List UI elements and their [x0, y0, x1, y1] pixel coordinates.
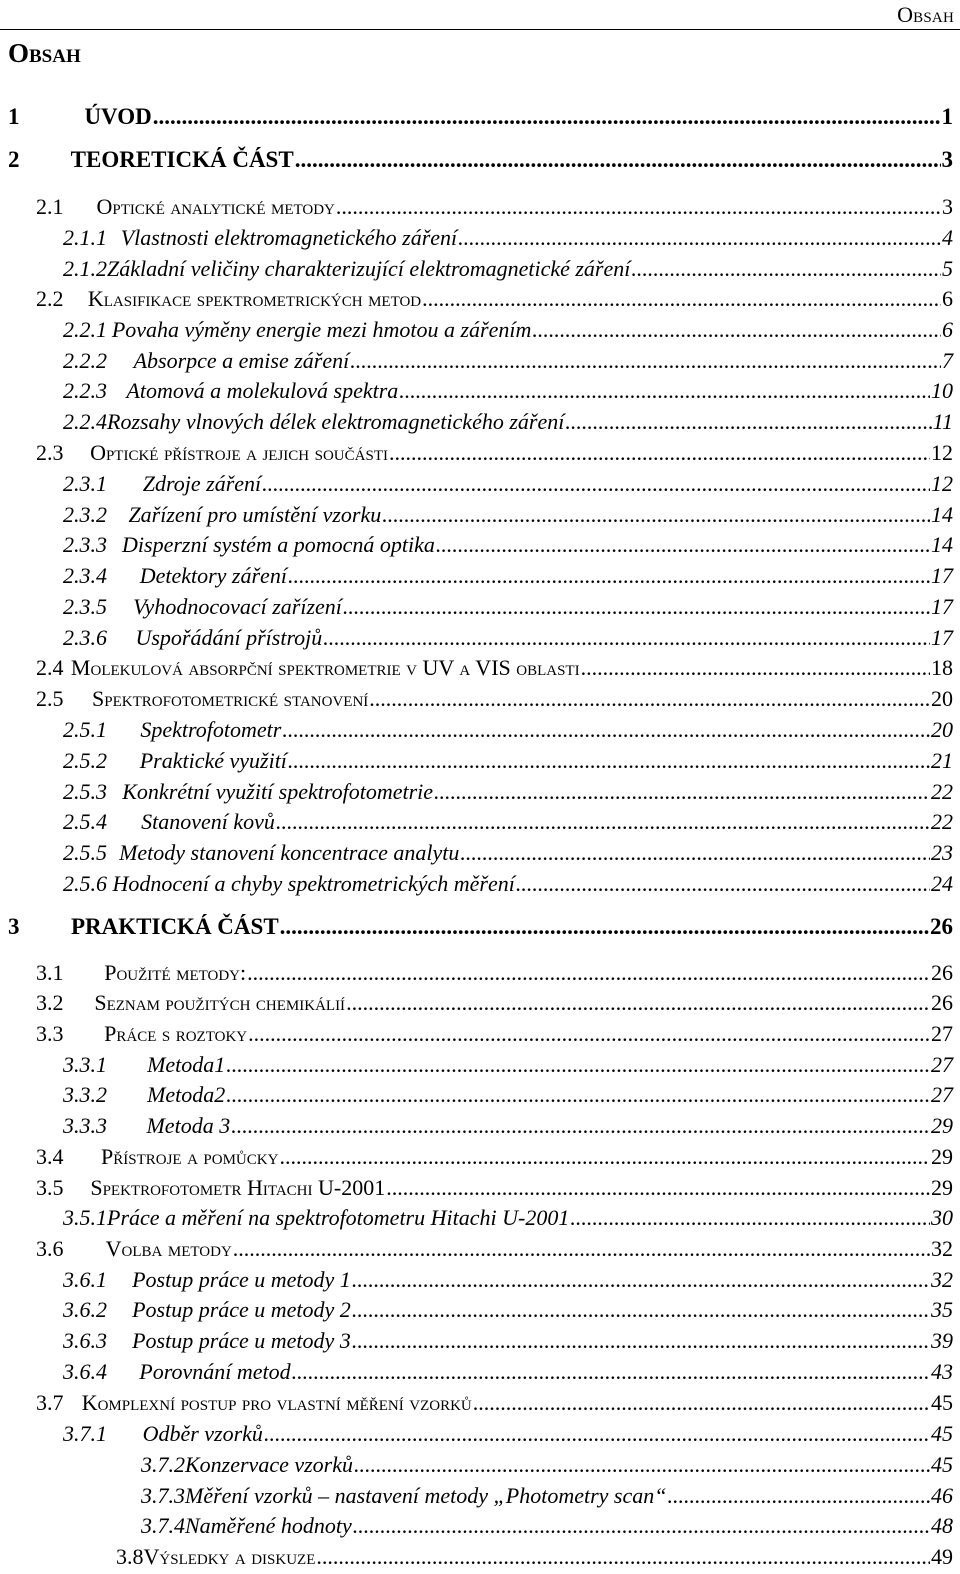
- toc-page-number: 24: [931, 871, 953, 896]
- toc-entry[interactable]: [36, 686, 953, 716]
- toc-title: Metoda 3: [146, 1113, 231, 1138]
- dot-leader: [422, 286, 941, 312]
- toc-title: Konkrétní využití spektrofotometrie: [122, 779, 434, 804]
- toc-number: 1: [8, 104, 20, 129]
- dot-leader: [352, 1267, 930, 1293]
- dot-leader: [369, 686, 930, 712]
- dot-leader: [354, 1452, 930, 1478]
- dot-leader: [288, 563, 930, 589]
- toc-entry[interactable]: [63, 1297, 953, 1327]
- dot-leader: [231, 1113, 930, 1139]
- toc-page-number: 6: [942, 317, 953, 342]
- toc-page-number: 32: [931, 1236, 953, 1261]
- toc-page-number: 27: [931, 1052, 953, 1077]
- toc-number: 2.5.3: [63, 779, 107, 804]
- toc-page-number: 10: [931, 378, 953, 403]
- toc-page-number: 14: [931, 532, 953, 557]
- toc-page-number: 17: [931, 563, 953, 588]
- dot-leader: [399, 378, 930, 404]
- dot-leader: [279, 1144, 930, 1170]
- toc-title: Postup práce u metody 3: [132, 1328, 351, 1353]
- toc-number: 3.1: [36, 960, 64, 985]
- toc-title: Disperzní systém a pomocná optika: [122, 532, 435, 557]
- dot-leader: [316, 1544, 930, 1570]
- toc-page-number: 23: [931, 840, 953, 865]
- toc-entry[interactable]: [8, 104, 953, 134]
- toc-page-number: 35: [931, 1297, 953, 1322]
- dot-leader: [352, 1297, 930, 1323]
- toc-entry[interactable]: [8, 147, 953, 177]
- toc-title: PRAKTICKÁ ČÁST: [71, 914, 279, 939]
- dot-leader: [436, 532, 930, 558]
- dot-leader: [565, 409, 931, 435]
- toc-number: 2.1.2: [63, 256, 107, 281]
- toc-number: 2.3.3: [63, 532, 107, 557]
- toc-entry[interactable]: [116, 1544, 953, 1574]
- toc-title: Volba metody: [105, 1236, 232, 1261]
- dot-leader: [248, 1021, 930, 1047]
- toc-page-number: 17: [931, 625, 953, 650]
- toc-page-number: 17: [931, 594, 953, 619]
- toc-page-number: 26: [931, 960, 953, 985]
- toc-title: Spektrofotometr: [140, 717, 282, 742]
- toc-number: 3.8: [116, 1544, 144, 1569]
- toc-page-number: 1: [941, 104, 953, 129]
- toc-title: Postup práce u metody 1: [132, 1267, 351, 1292]
- toc-entry[interactable]: [36, 1144, 953, 1174]
- toc-number: 3.7.2: [141, 1452, 185, 1477]
- dot-leader: [350, 348, 941, 374]
- toc-entry[interactable]: [63, 840, 953, 870]
- toc-page-number: 11: [932, 409, 953, 434]
- toc-title: Povaha výměny energie mezi hmotou a zářením: [111, 317, 532, 342]
- toc-entry[interactable]: [63, 594, 953, 624]
- toc-entry[interactable]: [63, 563, 953, 593]
- toc-title: Měření vzorků – nastavení metody „Photometry scan“: [185, 1483, 667, 1508]
- toc-title: Rozsahy vlnových délek elektromagnetického záření: [107, 409, 565, 434]
- toc-number: 3.3.3: [63, 1113, 107, 1138]
- toc-entry[interactable]: [63, 1267, 953, 1297]
- toc-title: Klasifikace spektrometrických metod: [87, 286, 422, 311]
- toc-entry[interactable]: [63, 1082, 953, 1112]
- toc-title: Přístroje a pomůcky: [101, 1144, 279, 1169]
- toc-number: 2.3.6: [63, 625, 107, 650]
- toc-page-number: 20: [931, 717, 953, 742]
- dot-leader: [226, 1052, 930, 1078]
- toc-title: TEORETICKÁ ČÁST: [70, 147, 294, 172]
- dot-leader: [473, 1390, 930, 1416]
- toc-entry[interactable]: [36, 990, 953, 1020]
- toc-page-number: 3: [941, 147, 953, 172]
- toc-entry[interactable]: [63, 348, 953, 378]
- toc-number: 3.2: [36, 990, 64, 1015]
- dot-leader: [570, 1205, 930, 1231]
- toc-title: Spektrofotometr Hitachi U-2001: [90, 1175, 386, 1200]
- toc-page-number: 48: [931, 1513, 953, 1538]
- toc-entry[interactable]: [63, 225, 953, 255]
- toc-title: Zařízení pro umístění vzorku: [128, 502, 382, 527]
- toc-title: Odběr vzorků: [142, 1421, 263, 1446]
- toc-number: 3.5.1: [63, 1205, 107, 1230]
- toc-page-number: 43: [931, 1359, 953, 1384]
- toc-number: 3.3: [36, 1021, 64, 1046]
- toc-page-number: 39: [931, 1328, 953, 1353]
- toc-page-number: 27: [931, 1082, 953, 1107]
- toc-page-number: 29: [931, 1175, 953, 1200]
- toc-number: 3.6.3: [63, 1328, 107, 1353]
- toc-title: ÚVOD: [84, 104, 152, 129]
- toc-title: Konzervace vzorků: [185, 1452, 354, 1477]
- toc-title: Molekulová absorpční spektrometrie v UV a VIS oblasti: [70, 655, 580, 680]
- toc-entry[interactable]: [141, 1452, 953, 1482]
- toc-entry[interactable]: [63, 809, 953, 839]
- toc-number: 3.4: [36, 1144, 64, 1169]
- toc-entry[interactable]: [63, 717, 953, 747]
- toc-number: 2.5.4: [63, 809, 107, 834]
- toc-number: 3.3.1: [63, 1052, 107, 1077]
- dot-leader: [292, 1359, 930, 1385]
- toc-page-number: 32: [931, 1267, 953, 1292]
- toc-page-number: 3: [942, 194, 953, 219]
- toc-title: Optické přístroje a jejich součásti: [90, 440, 388, 465]
- toc-page-number: 12: [931, 440, 953, 465]
- toc-entry[interactable]: [63, 502, 953, 532]
- toc-number: 2.3: [36, 440, 64, 465]
- toc-entry[interactable]: [63, 256, 953, 286]
- toc-number: 3.7.1: [63, 1421, 107, 1446]
- toc-title: Detektory záření: [139, 563, 287, 588]
- toc-title: Použité metody:: [104, 960, 247, 985]
- dot-leader: [343, 594, 930, 620]
- toc-page-number: 22: [931, 809, 953, 834]
- toc-title: Spektrofotometrické stanovení: [92, 686, 369, 711]
- toc-number: 3.6.2: [63, 1297, 107, 1322]
- toc-title: Vlastnosti elektromagnetického záření: [120, 225, 458, 250]
- toc-title: Metody stanovení koncentrace analytu: [119, 840, 460, 865]
- dot-leader: [386, 1175, 930, 1201]
- toc-number: 3.6.1: [63, 1267, 107, 1292]
- toc-page-number: 6: [942, 286, 953, 311]
- toc-entry[interactable]: [8, 914, 953, 944]
- dot-leader: [382, 502, 930, 528]
- toc-page-number: 22: [931, 779, 953, 804]
- toc-entry[interactable]: [63, 779, 953, 809]
- toc-number: 2.1: [36, 194, 64, 219]
- toc-page-number: 27: [931, 1021, 953, 1046]
- dot-leader: [323, 625, 930, 651]
- dot-leader: [532, 317, 941, 343]
- toc-number: 2.4: [36, 655, 64, 680]
- dot-leader: [280, 914, 929, 940]
- toc-page-number: 49: [931, 1544, 953, 1569]
- toc-title: Metoda2: [147, 1082, 226, 1107]
- toc-page-number: 5: [942, 256, 953, 281]
- toc-page-number: 4: [942, 225, 953, 250]
- toc-title: Výsledky a diskuze: [143, 1544, 316, 1569]
- toc-number: 2.2.4: [63, 409, 107, 434]
- toc-entry[interactable]: [63, 532, 953, 562]
- toc-number: 2.3.2: [63, 502, 107, 527]
- toc-number: 3.6.4: [63, 1359, 107, 1384]
- dot-leader: [460, 840, 930, 866]
- toc-entry[interactable]: [63, 471, 953, 501]
- toc-number: 2.5.2: [63, 748, 107, 773]
- toc-number: 3.3.2: [63, 1082, 107, 1107]
- toc-title: Komplexní postup pro vlastní měření vzorků: [81, 1390, 472, 1415]
- toc-entry[interactable]: [36, 960, 953, 990]
- toc-number: 2.5.6: [63, 871, 107, 896]
- toc-title: Naměřené hodnoty: [185, 1513, 352, 1538]
- running-header: Obsah: [897, 2, 954, 27]
- toc-number: 3.7.3: [141, 1483, 185, 1508]
- toc-title: Absorpce a emise záření: [133, 348, 350, 373]
- dot-leader: [346, 990, 930, 1016]
- toc-number: 2.3.4: [63, 563, 107, 588]
- dot-leader: [434, 779, 930, 805]
- toc-title: Metoda1: [147, 1052, 226, 1077]
- toc-number: 2.3.1: [63, 471, 107, 496]
- toc-number: 2.2: [36, 286, 64, 311]
- dot-leader: [516, 871, 930, 897]
- header-rule: [0, 29, 960, 30]
- toc-entry[interactable]: [36, 286, 953, 316]
- toc-page-number: 14: [931, 502, 953, 527]
- toc-page-number: 7: [942, 348, 953, 373]
- toc-title: Atomová a molekulová spektra: [126, 378, 399, 403]
- toc-title: Zdroje záření: [142, 471, 262, 496]
- toc-page-number: 26: [931, 990, 953, 1015]
- dot-leader: [389, 440, 930, 466]
- toc-title: Stanovení kovů: [141, 809, 275, 834]
- toc-title: Vyhodnocovací zařízení: [133, 594, 342, 619]
- toc-number: 2.2.3: [63, 378, 107, 403]
- toc-page-number: 26: [930, 914, 953, 939]
- dot-leader: [264, 1421, 930, 1447]
- toc-entry[interactable]: [63, 1052, 953, 1082]
- toc-page-number: 46: [931, 1483, 953, 1508]
- toc-page-number: 18: [931, 655, 953, 680]
- dot-leader: [282, 717, 930, 743]
- dot-leader: [458, 225, 941, 251]
- toc-page-number: 12: [931, 471, 953, 496]
- toc-title: Optické analytické metody: [96, 194, 335, 219]
- toc-entry[interactable]: [141, 1513, 953, 1543]
- dot-leader: [667, 1483, 930, 1509]
- toc-number: 2.1.1: [63, 225, 107, 250]
- toc-number: 2.2.2: [63, 348, 107, 373]
- dot-leader: [352, 1328, 930, 1354]
- toc-entry[interactable]: [36, 1175, 953, 1205]
- toc-title: Seznam použitých chemikálií: [94, 990, 346, 1015]
- toc-page-number: 20: [931, 686, 953, 711]
- toc-entry[interactable]: [36, 440, 953, 470]
- toc-entry[interactable]: [63, 625, 953, 655]
- dot-leader: [226, 1082, 930, 1108]
- dot-leader: [262, 471, 930, 497]
- toc-entry[interactable]: [36, 194, 953, 224]
- toc-number: 2: [8, 147, 20, 172]
- toc-title: Praktické využití: [139, 748, 287, 773]
- toc-number: 3: [8, 914, 20, 939]
- toc-title: Hodnocení a chyby spektrometrických měření: [112, 871, 515, 896]
- dot-leader: [247, 960, 930, 986]
- toc-entry[interactable]: [36, 1390, 953, 1420]
- toc-number: 2.2.1: [63, 317, 107, 342]
- dot-leader: [581, 655, 930, 681]
- toc-entry[interactable]: [36, 1021, 953, 1051]
- toc-entry[interactable]: [63, 409, 953, 439]
- toc-number: 2.5: [36, 686, 64, 711]
- toc-entry[interactable]: [63, 748, 953, 778]
- dot-leader: [288, 748, 930, 774]
- toc-title: Uspořádání přístrojů: [135, 625, 323, 650]
- toc-page-number: 45: [931, 1390, 953, 1415]
- toc-title: Základní veličiny charakterizující elektromagnetické záření: [107, 256, 631, 281]
- toc-entry[interactable]: [63, 1328, 953, 1358]
- toc-entry[interactable]: [63, 1359, 953, 1389]
- toc-title: Práce s roztoky: [104, 1021, 248, 1046]
- toc-number: 3.7.4: [141, 1513, 185, 1538]
- toc-entry[interactable]: [63, 1205, 953, 1235]
- toc-page-number: 29: [931, 1144, 953, 1169]
- toc-title: Porovnání metod: [139, 1359, 291, 1384]
- toc-page-number: 30: [931, 1205, 953, 1230]
- toc-number: 2.5.1: [63, 717, 107, 742]
- toc-entry[interactable]: [141, 1483, 953, 1513]
- toc-number: 2.3.5: [63, 594, 107, 619]
- toc-number: 3.6: [36, 1236, 64, 1261]
- toc-page-number: 29: [931, 1113, 953, 1138]
- page-title: Obsah: [8, 38, 81, 68]
- dot-leader: [295, 147, 941, 173]
- toc-entry[interactable]: [63, 317, 953, 347]
- dot-leader: [336, 194, 941, 220]
- toc-number: 3.5: [36, 1175, 64, 1200]
- toc-entry[interactable]: [63, 1113, 953, 1143]
- dot-leader: [353, 1513, 930, 1539]
- toc-entry[interactable]: [36, 1236, 953, 1266]
- toc-number: 2.5.5: [63, 840, 107, 865]
- dot-leader: [153, 104, 941, 130]
- toc-page-number: 21: [931, 748, 953, 773]
- toc-title: Práce a měření na spektrofotometru Hitachi U-2001: [107, 1205, 570, 1230]
- toc-page-number: 45: [931, 1421, 953, 1446]
- dot-leader: [233, 1236, 930, 1262]
- dot-leader: [276, 809, 930, 835]
- toc-entry[interactable]: [36, 655, 953, 685]
- toc-entry[interactable]: [63, 378, 953, 408]
- toc-entry[interactable]: [63, 1421, 953, 1451]
- toc-title: Postup práce u metody 2: [132, 1297, 351, 1322]
- dot-leader: [631, 256, 941, 282]
- toc-page-number: 45: [931, 1452, 953, 1477]
- toc-entry[interactable]: [63, 871, 953, 901]
- toc-number: 3.7: [36, 1390, 64, 1415]
